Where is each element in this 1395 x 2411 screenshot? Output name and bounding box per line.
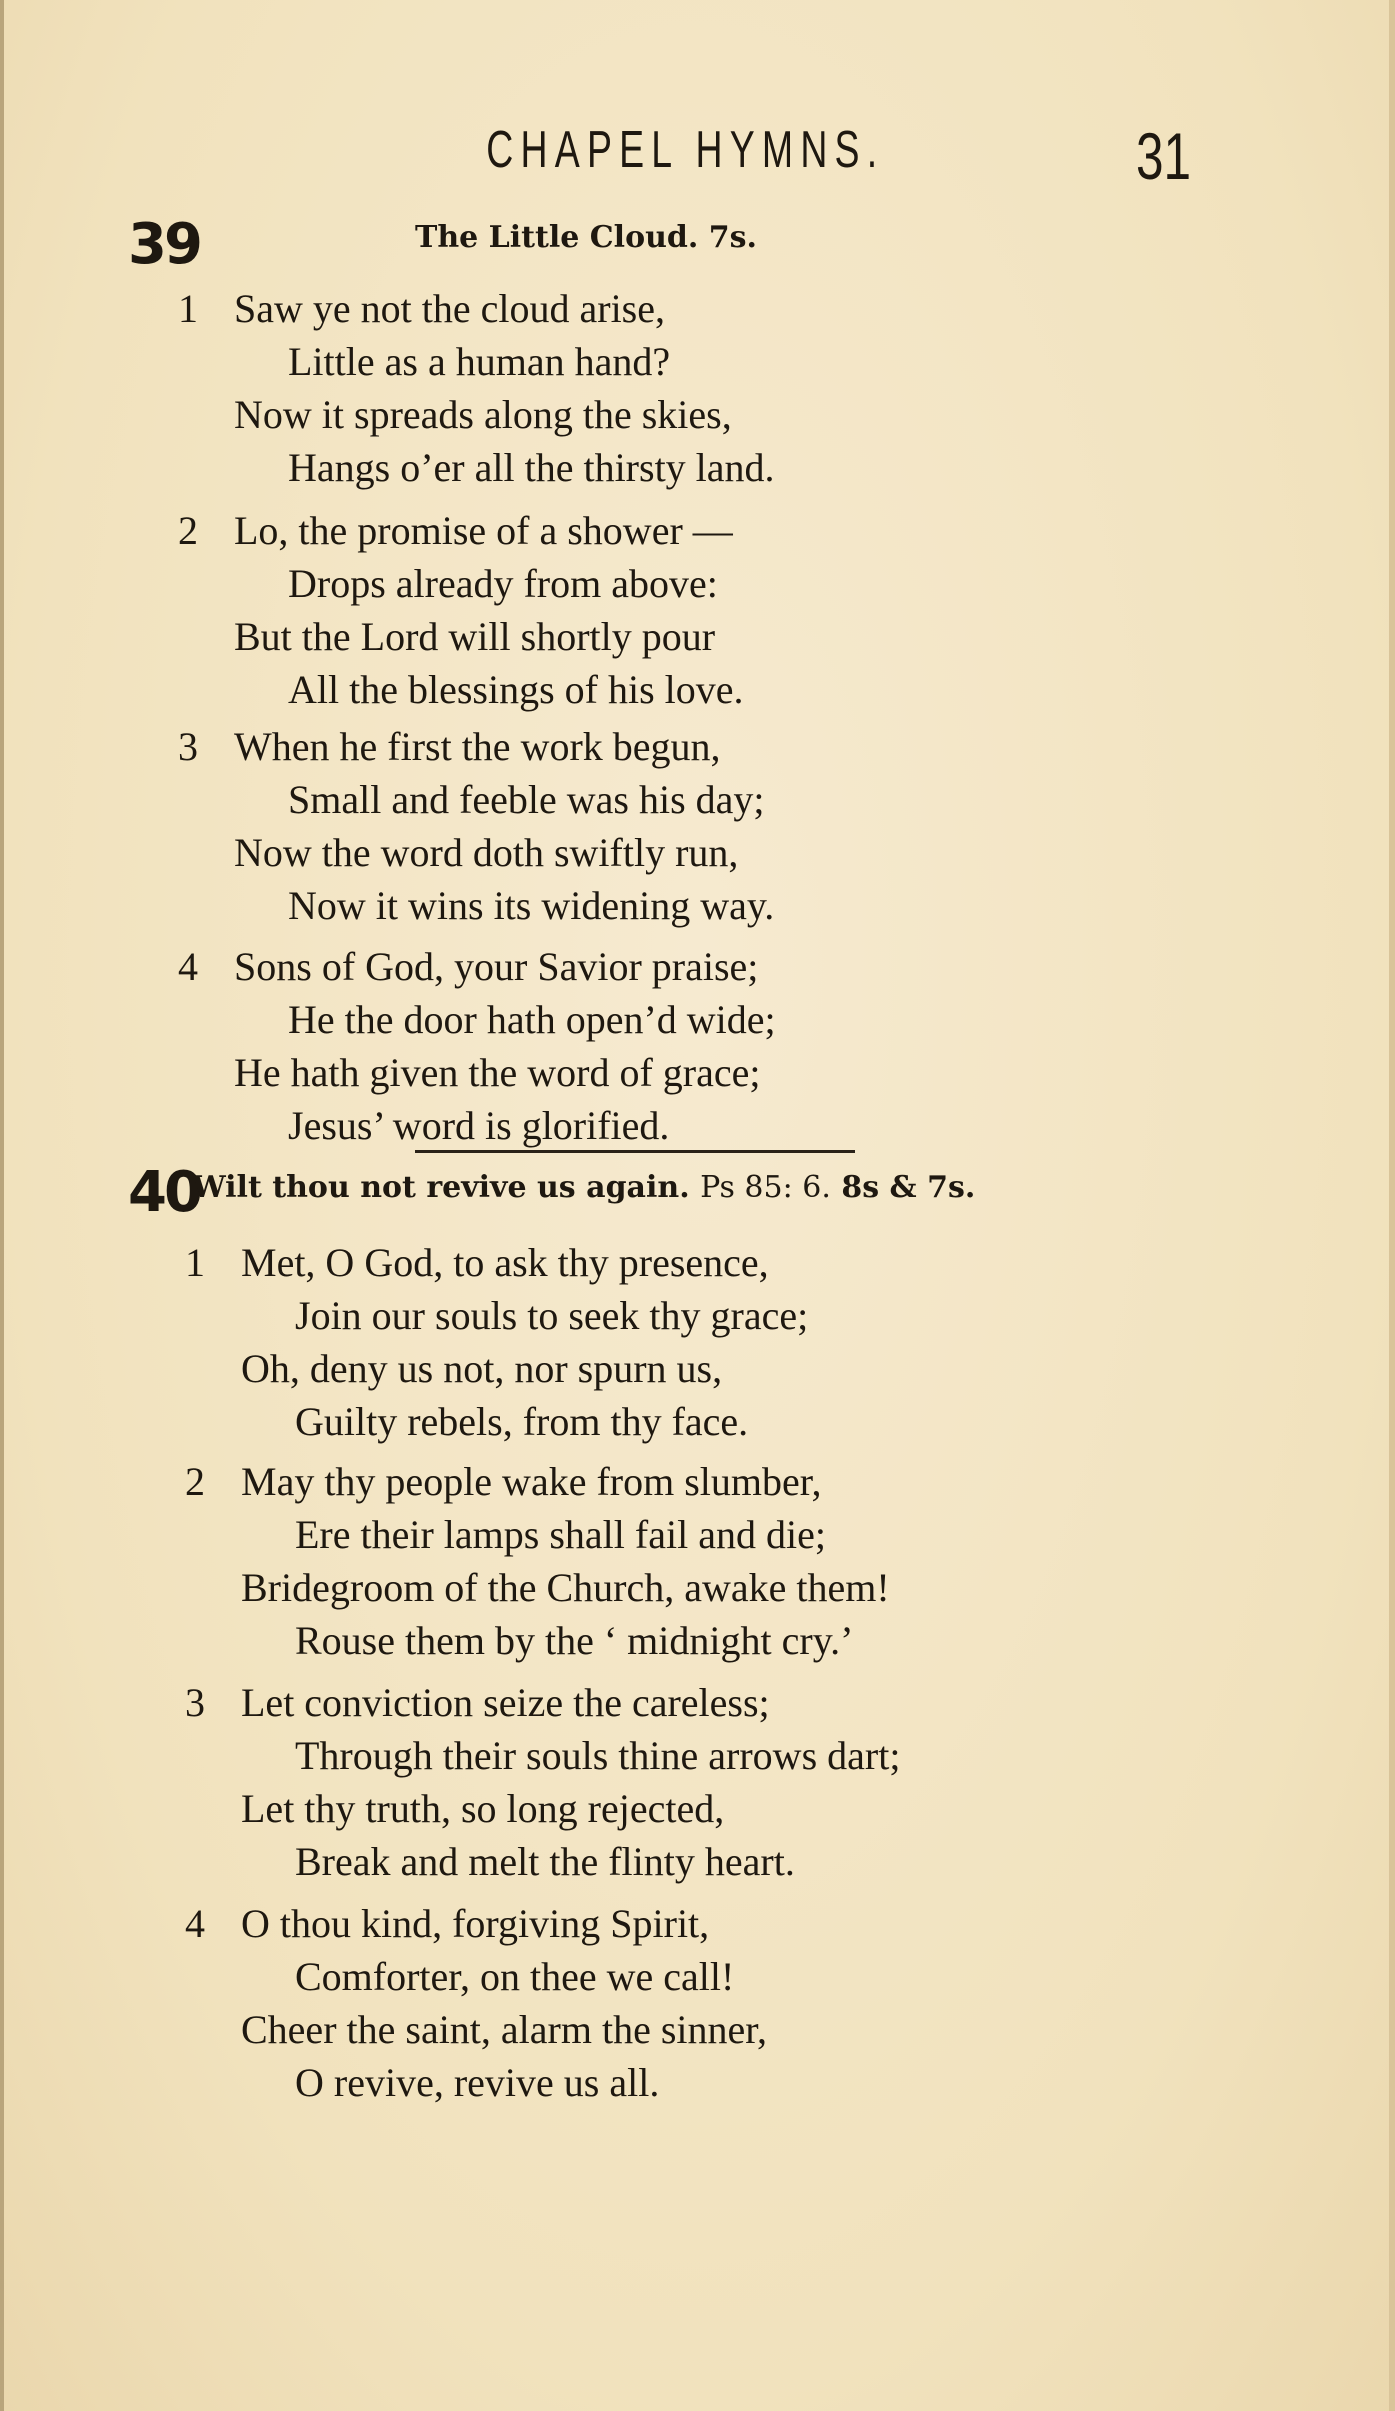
verse-line: Jesus’ word is glorified.: [288, 1103, 670, 1148]
stanza-number: 3: [178, 724, 198, 769]
verse-line: Lo, the promise of a shower —: [234, 508, 733, 553]
verse-line: Comforter, on thee we call!: [295, 1954, 735, 1999]
page-edge: [1389, 0, 1395, 2411]
scripture-reference: Ps 85: 6.: [700, 1170, 831, 1205]
stanza: [185, 1236, 809, 1448]
verse-line: Through their souls thine arrows dart;: [295, 1733, 901, 1778]
verse-line: He hath given the word of grace;: [234, 1050, 761, 1095]
verse-line: Let thy truth, so long rejected,: [241, 1786, 725, 1831]
verse-line: Let conviction seize the careless;: [241, 1680, 770, 1725]
verse-line: Ere their lamps shall fail and die;: [295, 1512, 826, 1557]
stanza-number: 3: [185, 1680, 205, 1725]
page-gutter: [0, 0, 4, 2411]
verse-line: Now the word doth swiftly run,: [234, 830, 739, 875]
stanza-number: 4: [178, 944, 198, 989]
verse-line: He the door hath open’d wide;: [288, 997, 776, 1042]
verse-line: Sons of God, your Savior praise;: [234, 944, 759, 989]
stanza-number: 1: [185, 1240, 205, 1285]
verse-line: Drops already from above:: [288, 561, 718, 606]
verse-line: Now it spreads along the skies,: [234, 392, 732, 437]
verse-line: Rouse them by the ‘ midnight cry.’: [295, 1618, 854, 1663]
verse-line: Hangs o’er all the thirsty land.: [288, 445, 775, 490]
verse-line: May thy people wake from slumber,: [241, 1459, 822, 1504]
verse-line: Break and melt the flinty heart.: [295, 1839, 795, 1884]
verse-line: Now it wins its widening way.: [288, 883, 775, 928]
verse-line: Guilty rebels, from thy face.: [295, 1399, 749, 1444]
hymn-title-text: The Little Cloud.: [415, 220, 699, 255]
hymn-title: [192, 1170, 975, 1205]
stanza: [178, 282, 775, 494]
stanza: [185, 1676, 901, 1888]
verse-line: All the blessings of his love.: [288, 667, 744, 712]
hymn-number: 40: [128, 1160, 200, 1225]
stanza: [178, 720, 775, 932]
running-title: CHAPEL HYMNS.: [486, 121, 885, 179]
verse-line: Little as a human hand?: [288, 339, 671, 384]
verse-line: Cheer the saint, alarm the sinner,: [241, 2007, 767, 2052]
verse-line: Small and feeble was his day;: [288, 777, 765, 822]
stanza-number: 2: [178, 508, 198, 553]
hymn-meter: 7s.: [708, 220, 757, 255]
stanza-number: 4: [185, 1901, 205, 1946]
page-number: 31: [1136, 119, 1192, 193]
verse-line: Met, O God, to ask thy presence,: [241, 1240, 769, 1285]
stanza-number: 2: [185, 1459, 205, 1504]
verse-line: Join our souls to seek thy grace;: [295, 1293, 809, 1338]
stanza: [185, 1897, 767, 2109]
hymn-number: 39: [128, 212, 200, 277]
verse-line: Bridegroom of the Church, awake them!: [241, 1565, 890, 1610]
verse-line: When he first the work begun,: [234, 724, 721, 769]
hymn-title-text: Wilt thou not revive us again.: [192, 1170, 690, 1205]
verse-line: But the Lord will shortly pour: [234, 614, 716, 659]
verse-line: Saw ye not the cloud arise,: [234, 286, 665, 331]
stanza: [178, 504, 744, 716]
stanza-number: 1: [178, 286, 198, 331]
hymn-title: [415, 220, 757, 255]
verse-line: Oh, deny us not, nor spurn us,: [241, 1346, 723, 1391]
verse-line: O thou kind, forgiving Spirit,: [241, 1901, 710, 1946]
hymn-meter: 8s & 7s.: [841, 1170, 976, 1205]
section-divider: [415, 1150, 855, 1153]
stanza: [185, 1455, 890, 1667]
stanza: [178, 940, 776, 1152]
verse-line: O revive, revive us all.: [295, 2060, 660, 2105]
